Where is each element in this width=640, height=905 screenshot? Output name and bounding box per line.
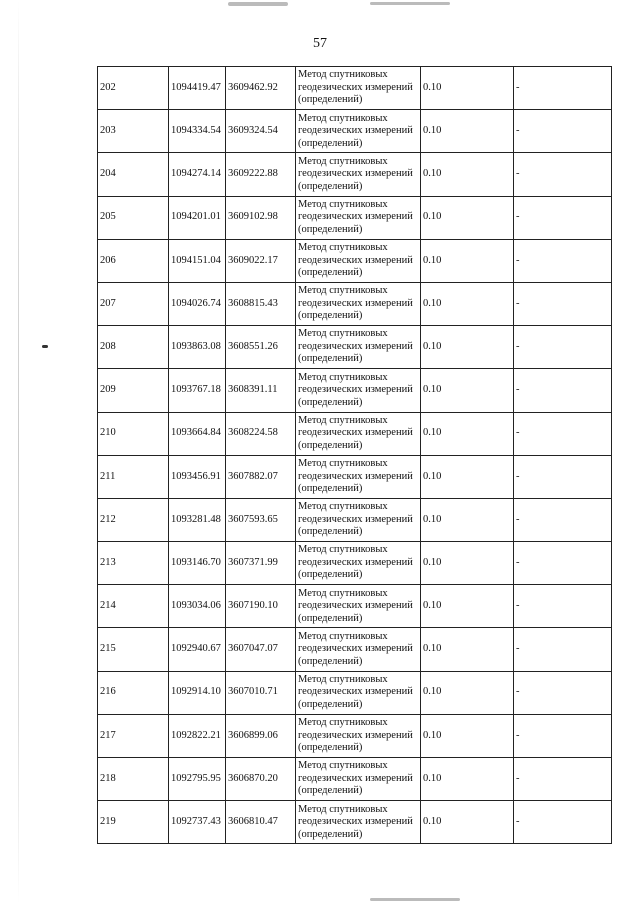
coordinates-table-body [98, 67, 612, 844]
description-cell: - [514, 585, 612, 628]
precision-cell: 0.10 [421, 671, 514, 714]
method-cell: Метод спутниковых геодезических измерений (определений) [296, 326, 421, 369]
x-coordinate-cell: 1094334.54 [169, 110, 226, 153]
x-coordinate-cell: 1092737.43 [169, 801, 226, 844]
description-cell: - [514, 628, 612, 671]
method-cell: Метод спутниковых геодезических измерений (определений) [296, 196, 421, 239]
precision-cell: 0.10 [421, 326, 514, 369]
precision-cell: 0.10 [421, 801, 514, 844]
scan-artifact [42, 345, 48, 348]
y-coordinate-cell: 3606870.20 [226, 758, 296, 801]
table-row [98, 671, 612, 714]
method-cell: Метод спутниковых геодезических измерений (определений) [296, 153, 421, 196]
precision-cell: 0.10 [421, 153, 514, 196]
point-number-cell: 213 [98, 542, 169, 585]
precision-cell: 0.10 [421, 714, 514, 757]
y-coordinate-cell: 3609102.98 [226, 196, 296, 239]
method-cell: Метод спутниковых геодезических измерений (определений) [296, 110, 421, 153]
point-number-cell: 207 [98, 282, 169, 325]
point-number-cell: 219 [98, 801, 169, 844]
point-number-cell: 208 [98, 326, 169, 369]
y-coordinate-cell: 3608551.26 [226, 326, 296, 369]
y-coordinate-cell: 3607047.07 [226, 628, 296, 671]
method-cell: Метод спутниковых геодезических измерений (определений) [296, 455, 421, 498]
method-cell: Метод спутниковых геодезических измерений (определений) [296, 585, 421, 628]
point-number-cell: 216 [98, 671, 169, 714]
description-cell: - [514, 542, 612, 585]
x-coordinate-cell: 1092940.67 [169, 628, 226, 671]
precision-cell: 0.10 [421, 239, 514, 282]
precision-cell: 0.10 [421, 455, 514, 498]
table-row [98, 801, 612, 844]
table-row [98, 542, 612, 585]
x-coordinate-cell: 1093146.70 [169, 542, 226, 585]
y-coordinate-cell: 3609222.88 [226, 153, 296, 196]
page-number: 57 [313, 36, 327, 51]
description-cell: - [514, 758, 612, 801]
point-number-cell: 215 [98, 628, 169, 671]
y-coordinate-cell: 3609324.54 [226, 110, 296, 153]
description-cell: - [514, 369, 612, 412]
table-row [98, 110, 612, 153]
scan-artifact [228, 2, 288, 6]
point-number-cell: 217 [98, 714, 169, 757]
method-cell: Метод спутниковых геодезических измерений (определений) [296, 714, 421, 757]
table-row [98, 369, 612, 412]
precision-cell: 0.10 [421, 369, 514, 412]
x-coordinate-cell: 1093767.18 [169, 369, 226, 412]
y-coordinate-cell: 3606810.47 [226, 801, 296, 844]
x-coordinate-cell: 1093034.06 [169, 585, 226, 628]
precision-cell: 0.10 [421, 498, 514, 541]
x-coordinate-cell: 1094026.74 [169, 282, 226, 325]
method-cell: Метод спутниковых геодезических измерений (определений) [296, 282, 421, 325]
description-cell: - [514, 153, 612, 196]
precision-cell: 0.10 [421, 628, 514, 671]
description-cell: - [514, 671, 612, 714]
description-cell: - [514, 455, 612, 498]
description-cell: - [514, 801, 612, 844]
point-number-cell: 210 [98, 412, 169, 455]
point-number-cell: 212 [98, 498, 169, 541]
point-number-cell: 218 [98, 758, 169, 801]
table-row [98, 282, 612, 325]
y-coordinate-cell: 3607371.99 [226, 542, 296, 585]
x-coordinate-cell: 1092795.95 [169, 758, 226, 801]
precision-cell: 0.10 [421, 412, 514, 455]
point-number-cell: 205 [98, 196, 169, 239]
point-number-cell: 204 [98, 153, 169, 196]
x-coordinate-cell: 1093664.84 [169, 412, 226, 455]
y-coordinate-cell: 3608815.43 [226, 282, 296, 325]
description-cell: - [514, 714, 612, 757]
scan-margin-line [18, 0, 19, 905]
precision-cell: 0.10 [421, 282, 514, 325]
precision-cell: 0.10 [421, 110, 514, 153]
scan-artifact [370, 898, 460, 901]
point-number-cell: 209 [98, 369, 169, 412]
precision-cell: 0.10 [421, 585, 514, 628]
y-coordinate-cell: 3608224.58 [226, 412, 296, 455]
point-number-cell: 214 [98, 585, 169, 628]
coordinates-table [97, 66, 612, 844]
description-cell: - [514, 110, 612, 153]
y-coordinate-cell: 3609462.92 [226, 67, 296, 110]
description-cell: - [514, 67, 612, 110]
method-cell: Метод спутниковых геодезических измерений (определений) [296, 801, 421, 844]
table-row [98, 498, 612, 541]
table-row [98, 239, 612, 282]
scan-artifact [370, 2, 450, 5]
y-coordinate-cell: 3606899.06 [226, 714, 296, 757]
point-number-cell: 206 [98, 239, 169, 282]
x-coordinate-cell: 1093863.08 [169, 326, 226, 369]
x-coordinate-cell: 1094151.04 [169, 239, 226, 282]
precision-cell: 0.10 [421, 196, 514, 239]
x-coordinate-cell: 1093456.91 [169, 455, 226, 498]
method-cell: Метод спутниковых геодезических измерений (определений) [296, 628, 421, 671]
x-coordinate-cell: 1093281.48 [169, 498, 226, 541]
table-row [98, 412, 612, 455]
description-cell: - [514, 326, 612, 369]
precision-cell: 0.10 [421, 758, 514, 801]
table-row [98, 67, 612, 110]
method-cell: Метод спутниковых геодезических измерений (определений) [296, 758, 421, 801]
y-coordinate-cell: 3607882.07 [226, 455, 296, 498]
table-row [98, 628, 612, 671]
y-coordinate-cell: 3608391.11 [226, 369, 296, 412]
x-coordinate-cell: 1094274.14 [169, 153, 226, 196]
x-coordinate-cell: 1094201.01 [169, 196, 226, 239]
method-cell: Метод спутниковых геодезических измерений (определений) [296, 498, 421, 541]
table-row [98, 153, 612, 196]
method-cell: Метод спутниковых геодезических измерений (определений) [296, 412, 421, 455]
x-coordinate-cell: 1092822.21 [169, 714, 226, 757]
point-number-cell: 211 [98, 455, 169, 498]
table-row [98, 326, 612, 369]
precision-cell: 0.10 [421, 67, 514, 110]
description-cell: - [514, 412, 612, 455]
point-number-cell: 203 [98, 110, 169, 153]
y-coordinate-cell: 3607593.65 [226, 498, 296, 541]
method-cell: Метод спутниковых геодезических измерений (определений) [296, 239, 421, 282]
table-row [98, 196, 612, 239]
description-cell: - [514, 239, 612, 282]
x-coordinate-cell: 1094419.47 [169, 67, 226, 110]
x-coordinate-cell: 1092914.10 [169, 671, 226, 714]
table-row [98, 758, 612, 801]
point-number-cell: 202 [98, 67, 169, 110]
description-cell: - [514, 282, 612, 325]
method-cell: Метод спутниковых геодезических измерений (определений) [296, 671, 421, 714]
table-row [98, 455, 612, 498]
description-cell: - [514, 196, 612, 239]
table-row [98, 714, 612, 757]
method-cell: Метод спутниковых геодезических измерений (определений) [296, 67, 421, 110]
y-coordinate-cell: 3607010.71 [226, 671, 296, 714]
precision-cell: 0.10 [421, 542, 514, 585]
method-cell: Метод спутниковых геодезических измерений (определений) [296, 542, 421, 585]
table-row [98, 585, 612, 628]
method-cell: Метод спутниковых геодезических измерений (определений) [296, 369, 421, 412]
description-cell: - [514, 498, 612, 541]
y-coordinate-cell: 3609022.17 [226, 239, 296, 282]
y-coordinate-cell: 3607190.10 [226, 585, 296, 628]
